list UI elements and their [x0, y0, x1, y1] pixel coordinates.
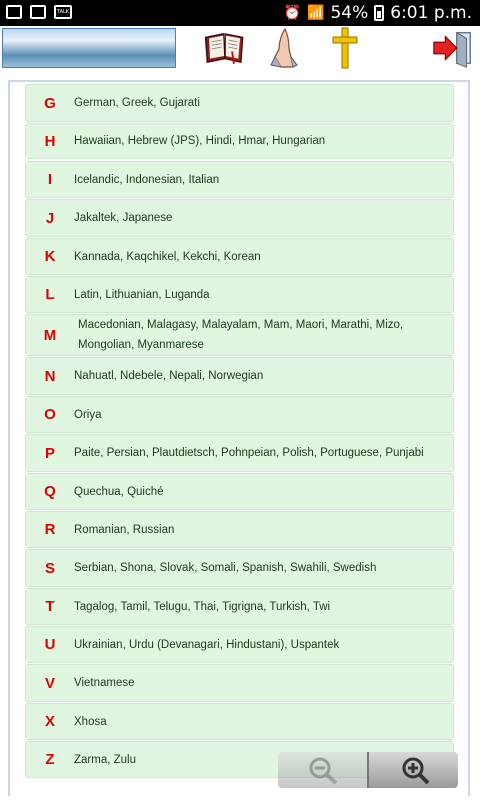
language-row-n[interactable] — [25, 357, 454, 395]
language-row-o[interactable] — [25, 396, 454, 433]
language-row-h[interactable] — [25, 123, 454, 159]
language-row-u[interactable] — [25, 626, 454, 663]
gallery-icon — [30, 5, 46, 19]
row-letter: S — [44, 559, 55, 577]
row-letter: X — [44, 713, 55, 730]
row-languages: Icelandic, Indonesian, Italian — [74, 173, 220, 186]
row-languages: Oriya — [74, 408, 102, 421]
row-languages: Paite, Persian, Plautdietsch, Pohnpeian, Polish, Portuguese, Punjabi — [74, 447, 424, 459]
language-row-x[interactable] — [25, 703, 454, 740]
language-row-p[interactable] — [25, 434, 454, 472]
row-languages: Serbian, Shona, Slovak, Somali, Spanish, Swahili, Swedish — [74, 562, 377, 574]
language-row-s[interactable] — [25, 549, 454, 587]
row-languages: Tagalog, Tamil, Telugu, Thai, Tigrigna, Turkish, Twi — [74, 600, 331, 613]
row-letter: K — [44, 248, 56, 265]
zoom-out-icon — [306, 755, 340, 785]
clock: 6:01 p.m. — [390, 3, 472, 23]
row-letter: O — [44, 406, 56, 423]
row-languages: Jakaltek, Japanese — [74, 212, 173, 224]
row-languages: Xhosa — [74, 715, 107, 728]
wifi-icon: 📶 — [307, 5, 325, 21]
language-row-v[interactable] — [25, 664, 454, 702]
row-letter: P — [44, 444, 55, 462]
row-letter: U — [44, 636, 56, 653]
row-letter: Z — [45, 751, 55, 768]
cross-icon[interactable] — [322, 26, 368, 70]
row-letter: T — [45, 598, 55, 615]
zoom-in-button[interactable] — [367, 752, 458, 788]
row-letter: Q — [44, 483, 56, 500]
row-letter: M — [43, 326, 57, 344]
row-languages: German, Greek, Gujarati — [74, 97, 200, 109]
row-languages: Zarma, Zulu — [74, 753, 136, 766]
photo-icon — [6, 5, 22, 19]
battery-icon — [374, 5, 384, 21]
language-row-l[interactable] — [25, 276, 454, 313]
row-languages: Quechua, Quiché — [74, 485, 164, 498]
book-icon[interactable] — [202, 26, 248, 70]
row-languages: Romanian, Russian — [74, 523, 175, 536]
language-row-j[interactable] — [25, 199, 454, 237]
notification-icons — [6, 5, 72, 19]
row-languages: Vietnamese — [74, 677, 135, 689]
row-letter: V — [44, 674, 55, 692]
language-row-t[interactable] — [25, 588, 454, 625]
alarm-icon: ⏰ — [283, 5, 302, 21]
talk-icon: TALK — [54, 5, 72, 19]
banner-image — [2, 28, 176, 68]
exit-icon[interactable] — [430, 26, 476, 70]
row-languages: Macedonian, Malagasy, Malayalam, Mam, Maori, Marathi, Mizo, Mongolian, Myanmarese — [78, 319, 404, 351]
language-row-k[interactable] — [25, 238, 454, 275]
praying-hands-icon[interactable] — [264, 26, 310, 70]
language-row-g[interactable] — [25, 84, 454, 122]
row-letter: G — [44, 94, 56, 112]
language-row-m[interactable] — [25, 314, 454, 356]
row-letter: R — [44, 521, 56, 538]
row-letter: J — [45, 209, 55, 227]
language-row-i[interactable] — [25, 161, 454, 198]
row-letter: N — [44, 367, 56, 385]
status-bar — [0, 0, 480, 26]
battery-percent: 54% — [330, 3, 369, 23]
zoom-in-icon — [397, 755, 431, 785]
row-languages: Latin, Lithuanian, Luganda — [74, 288, 210, 301]
row-letter: I — [47, 171, 53, 188]
zoom-controls — [278, 752, 458, 788]
status-indicators — [284, 3, 472, 23]
zoom-out-button[interactable] — [278, 752, 367, 788]
toolbar — [0, 26, 480, 70]
row-letter: L — [45, 286, 55, 303]
row-letter: H — [44, 132, 56, 150]
language-row-q[interactable] — [25, 473, 454, 510]
row-languages: Hawaiian, Hebrew (JPS), Hindi, Hmar, Hungarian — [74, 135, 326, 147]
row-languages: Ukrainian, Urdu (Devanagari, Hindustani), Uspantek — [74, 638, 340, 651]
row-languages: Kannada, Kaqchikel, Kekchi, Korean — [74, 250, 261, 263]
language-row-r[interactable] — [25, 511, 454, 548]
row-languages: Nahuatl, Ndebele, Nepali, Norwegian — [74, 370, 264, 382]
